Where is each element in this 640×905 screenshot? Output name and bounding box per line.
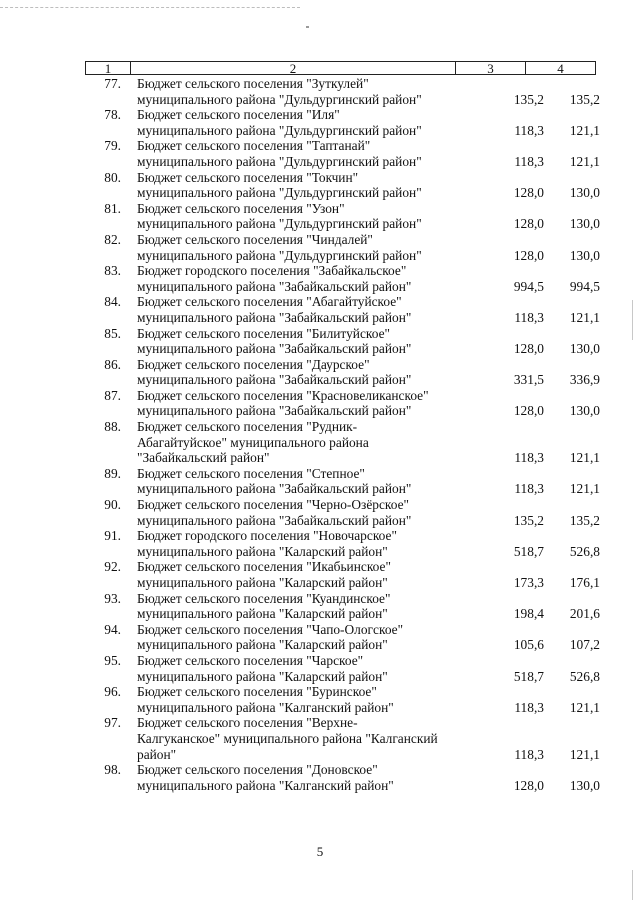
table-row bbox=[0, 466, 640, 497]
row-description bbox=[137, 263, 463, 294]
row-description bbox=[137, 232, 463, 263]
amount-col3: 128,0 bbox=[513, 185, 544, 201]
description-line: муниципального района "Дульдургинский район" bbox=[137, 185, 422, 201]
amount-col4: 107,2 bbox=[569, 637, 600, 653]
description-line: Бюджет городского поселения "Новочарское" bbox=[137, 528, 397, 544]
table-header bbox=[85, 61, 596, 75]
description-line: Бюджет сельского поселения "Доновское" bbox=[137, 762, 378, 778]
amount-col4: 526,8 bbox=[569, 543, 600, 559]
column-header-3: 3 bbox=[456, 62, 526, 74]
amount-col4: 130,0 bbox=[569, 247, 600, 263]
amount-col3: 128,0 bbox=[513, 216, 544, 232]
amount-col3: 118,3 bbox=[514, 153, 544, 169]
table-row bbox=[0, 622, 640, 653]
amount-col4: 526,8 bbox=[569, 668, 600, 684]
table-row bbox=[0, 138, 640, 169]
table-row bbox=[0, 528, 640, 559]
description-line: муниципального района "Дульдургинский район" bbox=[137, 91, 422, 107]
row-description bbox=[137, 653, 463, 684]
description-line: Бюджет городского поселения "Забайкальское" bbox=[137, 263, 407, 279]
row-number: 97. bbox=[104, 715, 121, 731]
row-number: 83. bbox=[104, 263, 121, 279]
table-row bbox=[0, 263, 640, 294]
row-description bbox=[137, 762, 463, 793]
description-line: Бюджет сельского поселения "Куандинское" bbox=[137, 590, 391, 606]
description-line: Бюджет сельского поселения "Токчин" bbox=[137, 169, 359, 185]
description-line: Абагайтуйское" муниципального района bbox=[137, 434, 369, 450]
amount-col3: 173,3 bbox=[513, 575, 544, 590]
row-description bbox=[137, 497, 463, 528]
amount-col3: 331,5 bbox=[513, 372, 544, 388]
amount-col3: 105,6 bbox=[513, 637, 544, 653]
description-line: муниципального района "Каларский район" bbox=[137, 575, 388, 590]
table-row bbox=[0, 76, 640, 107]
row-number: 91. bbox=[104, 528, 121, 544]
description-line: Бюджет сельского поселения "Чиндалей" bbox=[137, 231, 373, 247]
column-header-1: 1 bbox=[86, 62, 131, 74]
description-line: район" bbox=[137, 746, 177, 762]
row-description bbox=[137, 201, 463, 232]
amount-col3: 128,0 bbox=[513, 403, 544, 419]
amount-col3: 198,4 bbox=[513, 606, 544, 622]
description-line: Бюджет сельского поселения "Чапо-Ологское" bbox=[137, 621, 404, 637]
amount-col4: 121,1 bbox=[569, 481, 600, 497]
row-number: 93. bbox=[104, 590, 121, 606]
description-line: Бюджет сельского поселения "Чарское" bbox=[137, 652, 364, 668]
amount-col4: 121,1 bbox=[569, 309, 600, 325]
table-row bbox=[0, 294, 640, 325]
amount-col4: 121,1 bbox=[569, 450, 600, 466]
column-header-2: 2 bbox=[131, 62, 456, 74]
row-number: 84. bbox=[104, 294, 121, 310]
amount-col3: 128,0 bbox=[513, 341, 544, 357]
description-line: Бюджет сельского поселения "Таптанай" bbox=[137, 138, 371, 154]
description-line: муниципального района "Каларский район" bbox=[137, 543, 388, 559]
row-description bbox=[137, 591, 463, 622]
amount-col4: 994,5 bbox=[569, 278, 600, 294]
amount-col4: 336,9 bbox=[569, 372, 600, 388]
amount-col3: 118,3 bbox=[514, 746, 544, 762]
amount-col4: 121,1 bbox=[569, 153, 600, 169]
amount-col3: 135,2 bbox=[513, 91, 544, 107]
description-line: муниципального района "Дульдургинский район" bbox=[137, 247, 422, 263]
row-description bbox=[137, 326, 463, 357]
row-number: 94. bbox=[104, 621, 121, 637]
table-row bbox=[0, 591, 640, 622]
table-row bbox=[0, 419, 640, 466]
amount-col3: 128,0 bbox=[513, 777, 544, 793]
row-number: 90. bbox=[104, 497, 121, 513]
row-description bbox=[137, 76, 463, 107]
row-description bbox=[137, 419, 463, 466]
description-line: Калгуканское" муниципального района "Калганский bbox=[137, 730, 438, 746]
table-row bbox=[0, 232, 640, 263]
description-line: Бюджет сельского поселения "Билитуйское" bbox=[137, 325, 391, 341]
description-line: Бюджет сельского поселения "Абагайтуйское" bbox=[137, 294, 402, 310]
description-line: муниципального района "Калганский район" bbox=[137, 777, 394, 793]
row-number: 87. bbox=[104, 387, 121, 403]
row-number: 79. bbox=[104, 138, 121, 154]
description-line: муниципального района "Каларский район" bbox=[137, 606, 388, 622]
row-number: 81. bbox=[104, 200, 121, 216]
scan-artifact-line bbox=[0, 7, 300, 8]
row-description bbox=[137, 715, 463, 762]
table-row bbox=[0, 653, 640, 684]
description-line: муниципального района "Каларский район" bbox=[137, 668, 388, 684]
amount-col3: 135,2 bbox=[513, 512, 544, 528]
page-number: 5 bbox=[316, 844, 324, 859]
row-number: 88. bbox=[104, 419, 121, 435]
table-row bbox=[0, 715, 640, 762]
table-row bbox=[0, 357, 640, 388]
row-number: 77. bbox=[104, 76, 121, 91]
row-description bbox=[137, 294, 463, 325]
row-number: 89. bbox=[104, 465, 121, 481]
description-line: муниципального района "Калганский район" bbox=[137, 699, 394, 715]
description-line: муниципального района "Забайкальский район" bbox=[137, 403, 412, 419]
amount-col4: 121,1 bbox=[569, 122, 600, 138]
row-description bbox=[137, 388, 463, 419]
table-row bbox=[0, 107, 640, 138]
row-description bbox=[137, 684, 463, 715]
row-number: 86. bbox=[104, 356, 121, 372]
amount-col3: 118,3 bbox=[514, 450, 544, 466]
row-description bbox=[137, 357, 463, 388]
description-line: муниципального района "Забайкальский район" bbox=[137, 481, 412, 497]
row-number: 82. bbox=[104, 231, 121, 247]
table-row bbox=[0, 762, 640, 793]
description-line: Бюджет сельского поселения "Буринское" bbox=[137, 684, 377, 700]
amount-col4: 135,2 bbox=[569, 91, 600, 107]
amount-col3: 118,3 bbox=[514, 481, 544, 497]
amount-col3: 128,0 bbox=[513, 247, 544, 263]
description-line: "Забайкальский район" bbox=[137, 450, 270, 466]
table-row bbox=[0, 497, 640, 528]
amount-col4: 176,1 bbox=[569, 575, 600, 590]
description-line: Бюджет сельского поселения "Черно-Озёрское" bbox=[137, 497, 410, 513]
amount-col3: 518,7 bbox=[513, 543, 544, 559]
description-line: муниципального района "Забайкальский район" bbox=[137, 372, 412, 388]
table-row bbox=[0, 388, 640, 419]
row-number: 96. bbox=[104, 684, 121, 700]
table-row bbox=[0, 684, 640, 715]
row-description bbox=[137, 622, 463, 653]
amount-col4: 130,0 bbox=[569, 777, 600, 793]
amount-col4: 201,6 bbox=[569, 606, 600, 622]
amount-col4: 135,2 bbox=[569, 512, 600, 528]
row-description bbox=[137, 138, 463, 169]
row-description bbox=[137, 528, 463, 559]
scan-edge-mark bbox=[632, 870, 633, 900]
description-line: муниципального района "Забайкальский район" bbox=[137, 309, 412, 325]
row-description bbox=[137, 170, 463, 201]
budget-table-body bbox=[0, 76, 640, 793]
description-line: Бюджет сельского поселения "Степное" bbox=[137, 465, 365, 481]
description-line: муниципального района "Забайкальский район" bbox=[137, 278, 412, 294]
description-line: муниципального района "Дульдургинский район" bbox=[137, 216, 422, 232]
row-number: 80. bbox=[104, 169, 121, 185]
amount-col4: 130,0 bbox=[569, 185, 600, 201]
amount-col4: 130,0 bbox=[569, 403, 600, 419]
description-line: Бюджет сельского поселения "Узон" bbox=[137, 200, 345, 216]
description-line: муниципального района "Забайкальский район" bbox=[137, 512, 412, 528]
amount-col4: 121,1 bbox=[569, 746, 600, 762]
row-number: 98. bbox=[104, 762, 121, 778]
amount-col3: 118,3 bbox=[514, 699, 544, 715]
row-description bbox=[137, 107, 463, 138]
description-line: муниципального района "Забайкальский район" bbox=[137, 341, 412, 357]
row-number: 78. bbox=[104, 107, 121, 123]
description-line: Бюджет сельского поселения "Красновеликанское" bbox=[137, 387, 429, 403]
row-description bbox=[137, 559, 463, 590]
description-line: Бюджет сельского поселения "Даурское" bbox=[137, 356, 370, 372]
amount-col4: 130,0 bbox=[569, 216, 600, 232]
scan-artifact-dot bbox=[306, 26, 309, 28]
column-header-4: 4 bbox=[557, 61, 564, 76]
description-line: Бюджет сельского поселения "Верхне- bbox=[137, 715, 358, 731]
description-line: Бюджет сельского поселения "Иля" bbox=[137, 107, 340, 123]
row-number: 95. bbox=[104, 652, 121, 668]
description-line: муниципального района "Дульдургинский район" bbox=[137, 122, 422, 138]
description-line: Бюджет сельского поселения "Рудник- bbox=[137, 419, 358, 435]
description-line: Бюджет сельского поселения "Икабьинское" bbox=[137, 559, 391, 575]
amount-col3: 518,7 bbox=[513, 668, 544, 684]
table-row bbox=[0, 170, 640, 201]
description-line: муниципального района "Дульдургинский район" bbox=[137, 153, 422, 169]
amount-col4: 121,1 bbox=[569, 699, 600, 715]
description-line: Бюджет сельского поселения "Зуткулей" bbox=[137, 76, 369, 91]
row-description bbox=[137, 466, 463, 497]
amount-col3: 994,5 bbox=[513, 278, 544, 294]
amount-col3: 118,3 bbox=[514, 309, 544, 325]
table-row bbox=[0, 559, 640, 590]
row-number: 85. bbox=[104, 325, 121, 341]
table-row bbox=[0, 201, 640, 232]
description-line: муниципального района "Каларский район" bbox=[137, 637, 388, 653]
row-number: 92. bbox=[104, 559, 121, 575]
amount-col3: 118,3 bbox=[514, 122, 544, 138]
amount-col4: 130,0 bbox=[569, 341, 600, 357]
table-row bbox=[0, 326, 640, 357]
